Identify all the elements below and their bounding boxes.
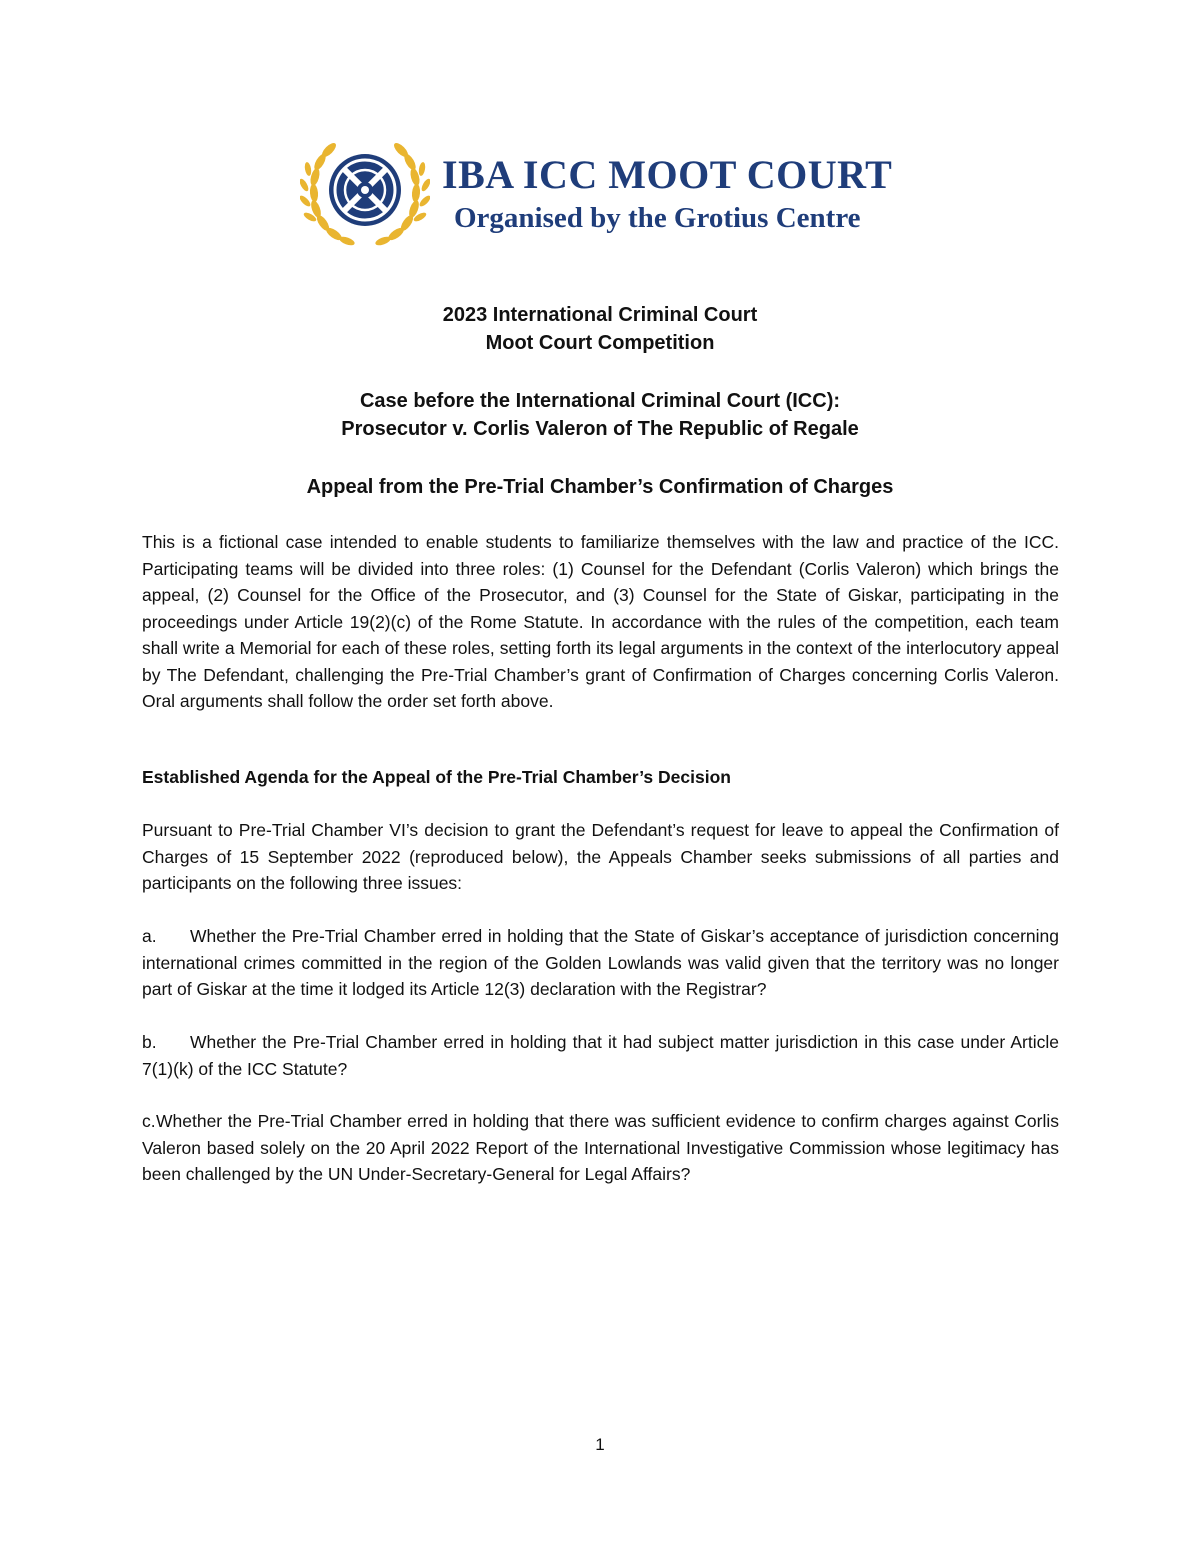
agenda-issue-b [142,1029,1059,1082]
logo-title: IBA ICC MOOT COURT [442,152,893,197]
issue-marker: b. [142,1032,157,1052]
intro-paragraph: This is a fictional case intended to enable students to familiarize themselves with the law and practice of the ICC. Participating teams will be divided into three roles: (1) Counsel for the Defendant (Corlis Valeron) which brings the appeal, (2) Counsel for the Office of the Prosecutor, and (3) Counsel for the State of Giskar, participating in the proceedings under Article 19(2)(c) of the Rome Statute. In accordance with the rules of the competition, each team shall write a Memorial for each of these roles, setting forth its legal arguments in the context of the interlocutory appeal by The Defendant, challenging the Pre-Trial Chamber’s grant of Confirmation of Charges concerning Corlis Valeron. Oral arguments shall follow the order set forth above. [142,532,1059,711]
agenda-issue-c [142,1108,1059,1188]
page-number: 1 [595,1435,605,1454]
issue-marker: c. [142,1111,156,1131]
case-heading-line-2: Prosecutor v. Corlis Valeron of The Republic of Regale [341,418,859,440]
issue-text: Whether the Pre-Trial Chamber erred in holding that the State of Giskar’s acceptance of jurisdiction concerning international crimes committed in the region of the Golden Lowlands was valid given that the territory was no longer part of Giskar at the time it lodged its Article 12(3) declaration with the Registrar? [142,926,1059,999]
case-heading-line-1: Case before the International Criminal Court (ICC): [359,390,841,412]
agenda-intro-paragraph: Pursuant to Pre-Trial Chamber VI’s decision to grant the Defendant’s request for leave to appeal the Confirmation of Charges of 15 September 2022 (reproduced below), the Appeals Chamber seeks submissions of all parties and participants on the following three issues: [142,820,1059,893]
issue-text: Whether the Pre-Trial Chamber erred in holding that it had subject matter jurisdiction in this case under Article 7(1)(k) of the ICC Statute? [142,1032,1059,1079]
un-laurel-globe-icon [300,135,430,250]
iba-icc-moot-court-logo [300,135,900,250]
issue-text: Whether the Pre-Trial Chamber erred in holding that there was sufficient evidence to confirm charges against Corlis Valeron based solely on the 20 April 2022 Report of the International Investigative Commission whose legitimacy has been challenged by the UN Under-Secretary-General for Legal Affairs? [142,1111,1059,1184]
issue-marker: a. [142,926,157,946]
agenda-issue-a [142,923,1059,1003]
logo-subtitle: Organised by the Grotius Centre [454,202,861,234]
appeal-heading: Appeal from the Pre-Trial Chamber’s Confirmation of Charges [306,476,894,498]
agenda-heading: Established Agenda for the Appeal of the Pre-Trial Chamber’s Decision [142,767,731,787]
document-title-line-2: Moot Court Competition [485,332,715,354]
document-title-line-1: 2023 International Criminal Court [442,304,758,326]
